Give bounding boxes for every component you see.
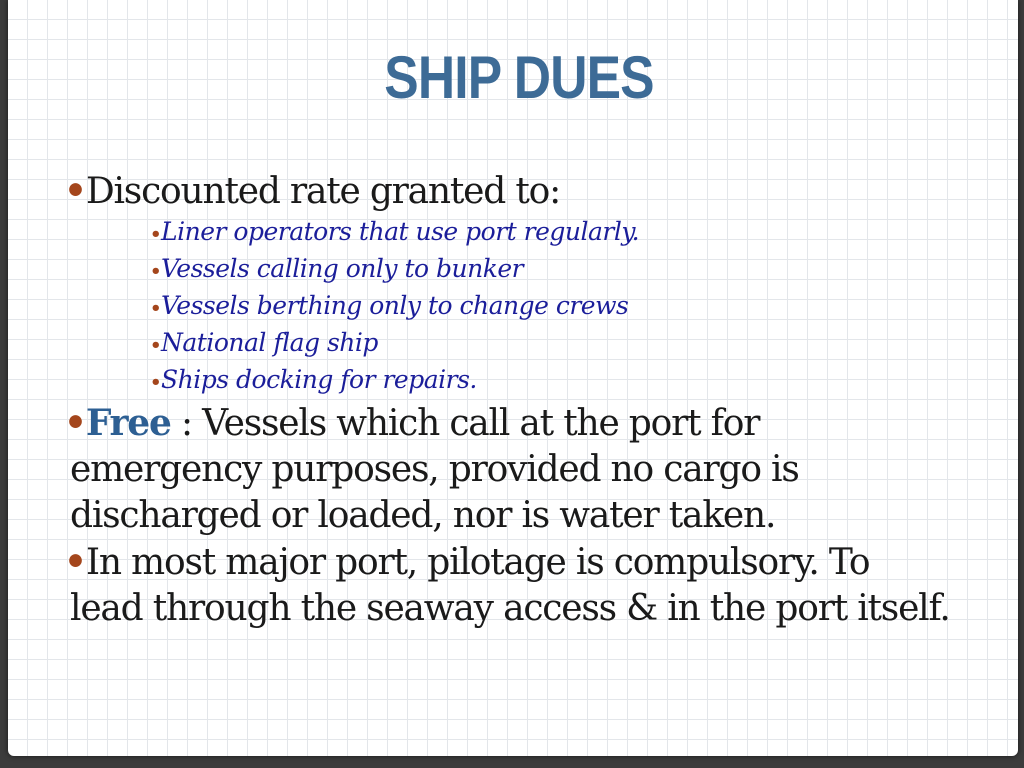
bullet-icon: • bbox=[64, 170, 86, 212]
discount-heading: Discounted rate granted to: bbox=[85, 171, 561, 212]
free-line-2: emergency purposes, provided no cargo is bbox=[70, 449, 799, 490]
list-item: •Vessels berthing only to change crews bbox=[150, 291, 629, 320]
discount-list bbox=[64, 215, 1004, 400]
pilotage-item bbox=[64, 539, 1004, 586]
slide-content bbox=[64, 168, 1004, 632]
bullet-icon: • bbox=[64, 541, 86, 583]
bullet-icon: • bbox=[150, 261, 162, 282]
pilotage-line-2: lead through the seaway access & in the port itself. bbox=[70, 588, 950, 629]
list-item: •National flag ship bbox=[150, 328, 378, 357]
slide bbox=[8, 0, 1018, 756]
free-item bbox=[64, 400, 1004, 447]
bullet-icon: • bbox=[64, 402, 86, 444]
bullet-icon: • bbox=[150, 335, 162, 356]
list-item: •Vessels calling only to bunker bbox=[150, 254, 524, 283]
list-item: •Ships docking for repairs. bbox=[150, 365, 477, 394]
free-line-3: discharged or loaded, nor is water taken. bbox=[70, 495, 776, 536]
free-label: Free bbox=[85, 402, 171, 444]
bullet-icon: • bbox=[150, 298, 162, 319]
slide-title: SHIP DUES bbox=[384, 44, 654, 111]
discount-heading-item bbox=[64, 168, 1004, 215]
bullet-icon: • bbox=[150, 372, 162, 393]
free-line-1: : Vessels which call at the port for bbox=[170, 403, 760, 444]
pilotage-line-1: In most major port, pilotage is compulsory. To bbox=[85, 542, 870, 583]
list-item: •Liner operators that use port regularly. bbox=[150, 217, 640, 246]
bullet-icon: • bbox=[150, 224, 162, 245]
